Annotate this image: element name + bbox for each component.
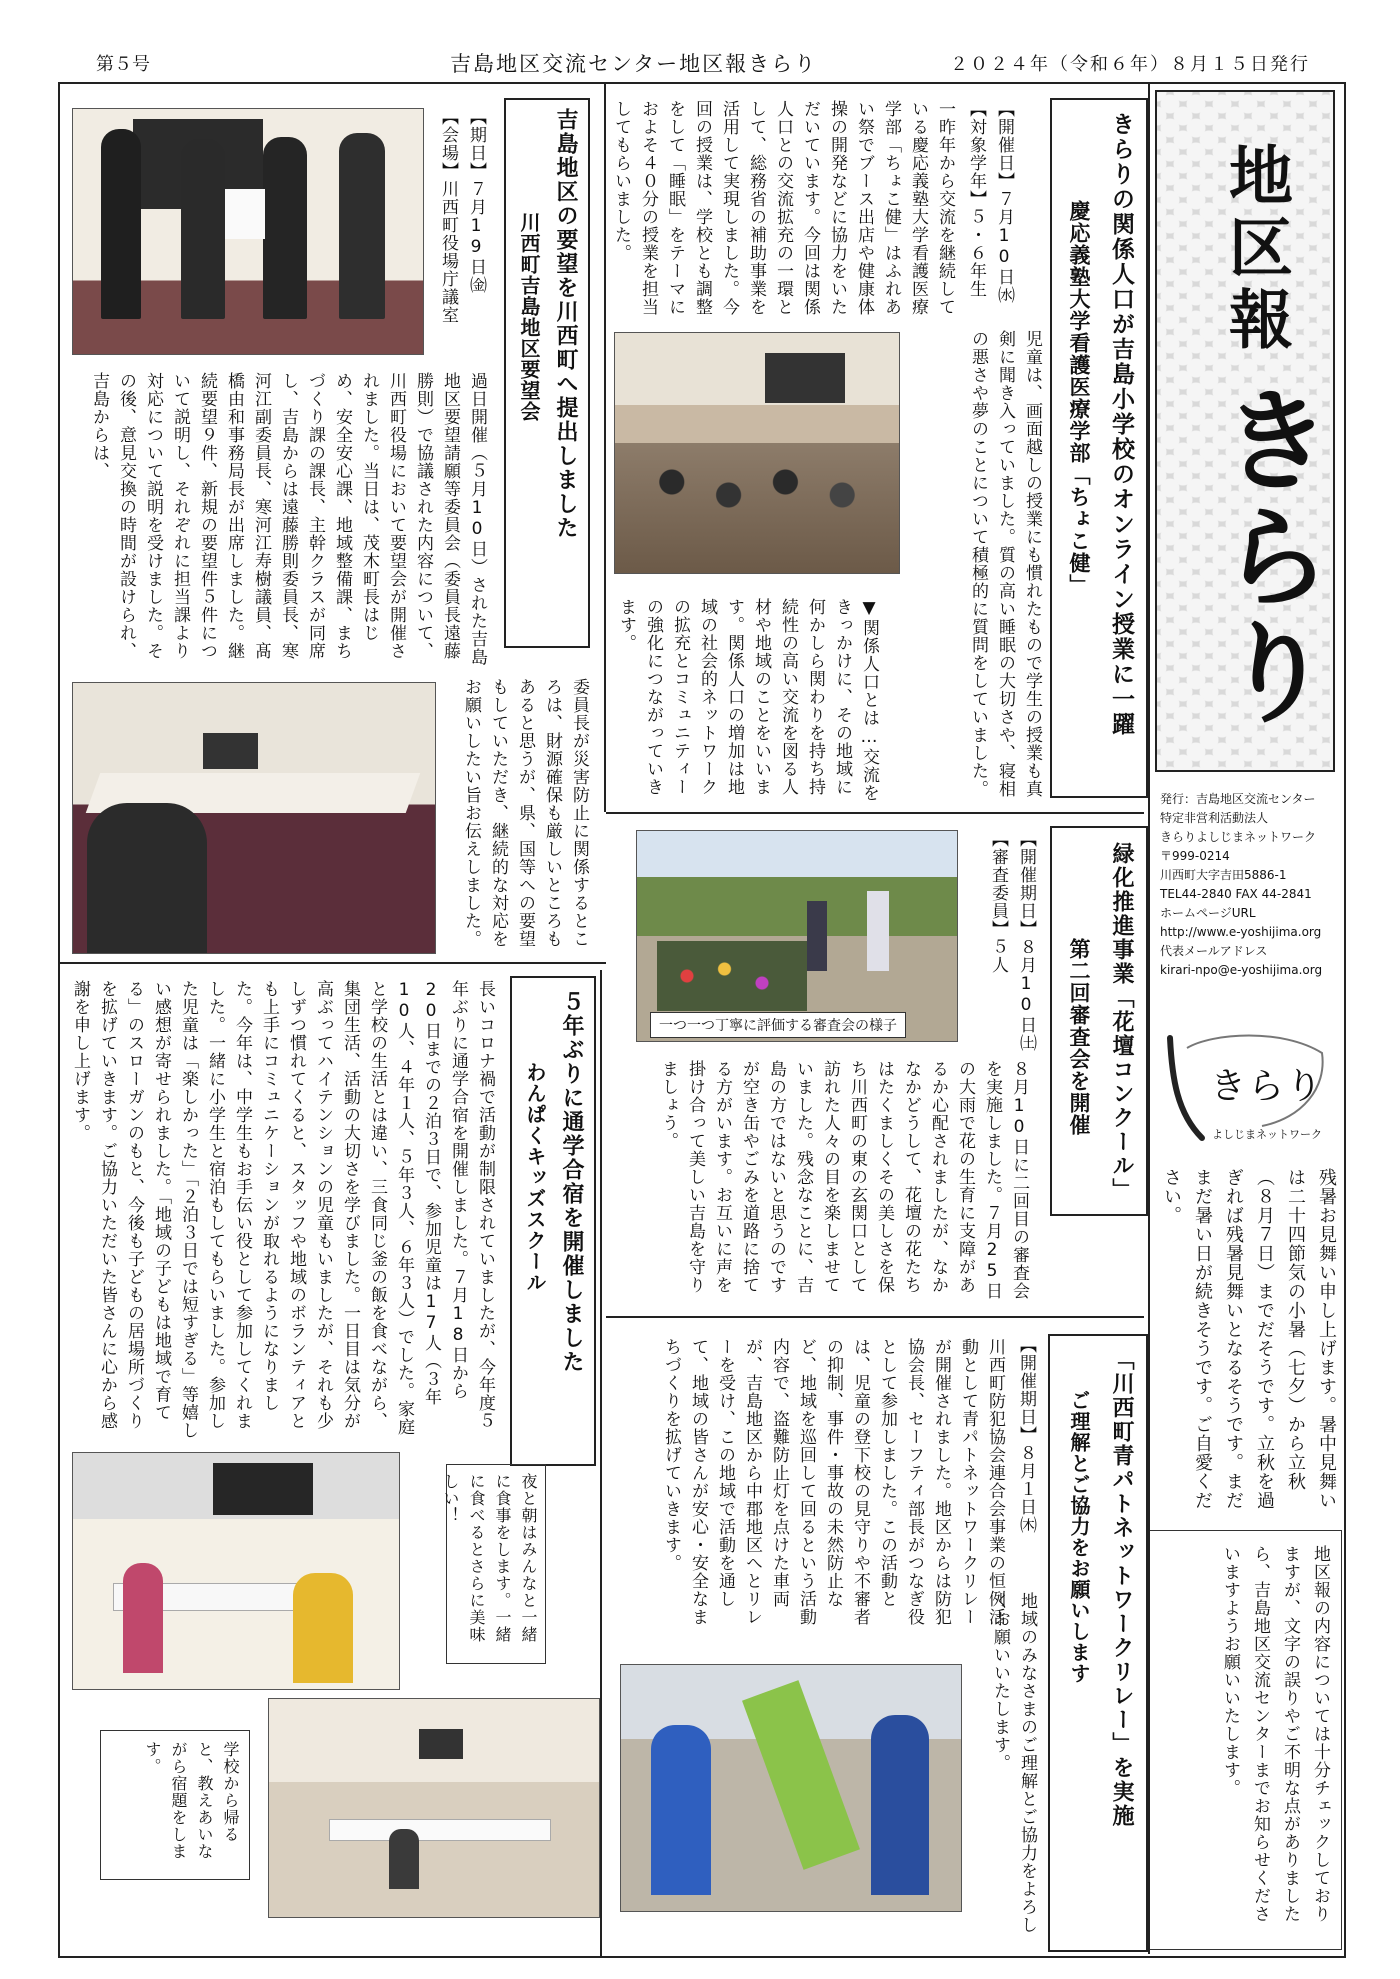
person [181,139,225,319]
request-place: 【会場】川西町役場庁議室 [438,108,458,324]
publisher-line: ホームページURL [1160,906,1256,920]
meal-photo [72,1452,400,1690]
logo-subtext: よしじまネットワーク [1212,1128,1322,1141]
publisher-line: 発行：吉島地区交流センター [1160,792,1316,806]
handover-photo [72,108,424,355]
child [123,1563,163,1673]
divider [606,812,1144,814]
publisher-line: きらりよしじまネットワーク [1160,830,1317,844]
homework-screen [419,1729,463,1759]
attendee [87,803,207,953]
homework-note: 学校から帰ると、教えあいながら宿題をします。 [143,1741,240,1860]
keio-body-3: ▼関係人口とは…交流をきっかけに、その地域に何かしら関わりを持ち持続性の高い交流を図る人材や地域のことをいいます。関係人口の増加は地域の社会的ネットワークの拡充とコミュニティーの強化につながっていきます。 [616,598,879,802]
keio-title-box [1050,98,1148,798]
masthead-top: 地区報 [1218,142,1292,358]
request-body-1: 過日開催（５月10日）された吉島地区要望請願等委員会（委員長遠藤勝則）で協議された内容について、川西町役場において要望会が開催されました。当日は、茂木町長はじめ、安全安心課、地域整備課、まちづくり課の課長、主幹クラスが同席し、吉島からは遠藤勝則委員長、寒河江副委員長、寒河江寿樹議員、髙橋由和事務局長が出席しました。継続要望９件、新規の要望件５件について説明し、それぞれに担当課より対応について説明を受けました。その後、意見交換の時間が設けられ、吉島からは、 [89,372,487,666]
person [339,133,385,319]
meeting-screen [203,733,258,769]
publisher-line: 〒999-0214 [1160,849,1230,863]
patrol-title-box [1048,1334,1148,1952]
patrol-date: 【開催期日】８月１日㈭ [1016,1336,1036,1534]
meal-note: 夜と朝はみんなと一緒に食事をします。一緒に食べるとさらに美味しい！ [441,1473,538,1643]
request-date: 【期日】７月19日㈮ [466,108,486,294]
divider [600,970,602,1956]
judge [867,891,889,971]
child [389,1829,419,1889]
greeting-text: 残暑お見舞い申し上げます。暑中見舞いは二十四節気の小暑（七夕）から立秋（８月７日）までだそうです。立秋を過ぎれば残暑見舞いとなるそうです。まだまだ暑い日が続きそうです。ご自愛ください。 [1161,1168,1337,1510]
person [101,129,141,319]
request-title: 吉島地区の要望を川西町へ提出しました [553,108,578,540]
masthead [1155,90,1335,772]
divider [1148,84,1150,1954]
divider [60,962,606,964]
classroom-photo [614,332,900,574]
person [263,137,307,319]
patrol-body: 川西町防犯協会連合会事業の恒例活動として青パトネットワークリレーが開催されました。地区からは防犯協会長、セーフティ部長がつなぎ役として参加しました。この活動とは、児童の登下校の見守りや不審者の抑制、事件・事故の未然防止など、地域を巡回して回るという活動内容で、盗難防止灯を点けた車両が、吉島地区から中郡地区へとリレーを受け、この地域で活動を通して、地域の皆さんが安心・安全なまちづくりを拡げていきます。 [661,1338,1005,1626]
camp-title-box [510,976,596,1466]
classroom-screen [765,353,845,403]
publisher-line: 代表メールアドレス [1160,944,1268,958]
keio-body-1: 一昨年から交流を継続している慶応義塾大学看護医療学部「ちょこ健」はふれあい祭でブース出店や健康体操の開発などに協力をいただいています。今回は関係人口との交流拡充の一環として、総務省の補助事業を活用して実現しました。今回の授業は、学校とも調整をして「睡眠」をテーマにおよそ４０分の授業を担当してもらいました。 [611,100,955,316]
divider [604,84,606,812]
keio-title: きらりの関係人口が吉島小学校のオンライン授業に一躍 [1108,112,1134,737]
meeting-photo [72,682,436,954]
keio-date: 【開催日】７月10日㈬ [994,100,1014,304]
publisher-line: 川西町大字吉田5886-1 [1160,868,1287,882]
study-table [329,1819,551,1841]
judge [807,901,827,971]
flower-title: 緑化推進事業「花壇コンクール」 [1109,842,1134,1202]
patrol-photo [620,1664,962,1912]
publisher-line: kirari-npo@e-yoshijima.org [1160,963,1323,977]
meal-screen [213,1463,313,1515]
flowerbed [657,941,807,1011]
request-document [225,189,265,239]
child [293,1573,353,1683]
flower-date: 【開催期日】８月10日㈯ [1016,830,1036,1052]
flowerbed-photo [636,830,958,1042]
camp-title: ５年ぶりに通学合宿を開催しました [559,990,584,1374]
issue-number: 第５号 [96,54,150,75]
request-body-2: 委員長が災害防止に関係するところは、財源確保も厳しいところもあると思うが、県、国等への要望もしていただき、継続的な対応をお願いしたい旨お伝えしました。 [461,678,589,948]
issue-date: ２０２４年（令和６年）８月１５日発行 [950,54,1310,75]
publisher-info [1160,790,1340,980]
request-subtitle: 川西町吉島地区要望会 [517,212,541,422]
volunteer [651,1725,711,1895]
publisher-line: TEL44-2840 FAX 44-2841 [1160,887,1312,901]
keio-target: 【対象学年】５・６年生 [966,100,986,298]
flower-judges: 【審査委員】５人 [988,830,1008,974]
camp-body: 長いコロナ禍で活動が制限されていましたが、今年度５年ぶりに通学合宿を開催しました。７月18日から20日までの２泊３日で、参加児童は17人（３年10人、４年１人、５年３人、６年３人）でした。家庭と学校の生活とは違い、三食同じ釜の飯を食べながら、集団生活、活動の大切さを学びました。一日目は気分が高ぶってハイテンションの児童もいましたが、それも少しずつ慣れてくると、スタッフや地域のボランティアとも上手にコミュニケーションが取れるようになりました。今年は、中学生もお手伝い役として参加してくれました。一緒に小学生と宿泊もしてもらいました。参加した児童は「楽しかった」「２泊３日では短すぎる」等嬉しい感想が寄せられました。「地域の子どもは地域で育てる」のスローガンのもと、今後も子どもの居場所づくりを拡げていきます。ご協力いただいた皆さんに心から感謝を申し上げます。 [70,980,495,1440]
students-group [615,443,899,573]
flower-subtitle: 第二回審査会を開催 [1067,938,1091,1136]
request-title-box [504,98,590,648]
patrol-title: 「川西町青パトネットワークリレー」を実施 [1109,1348,1134,1828]
divider [606,1316,1144,1318]
masthead-title: きらり [1202,382,1332,730]
flower-photo-caption: 一つ一つ丁寧に評価する審査会の様子 [650,1012,906,1038]
homework-note-box [100,1730,250,1880]
notice-text: 地区報の内容については十分チェックしておりますが、文字の誤りやご不明な点がありましたら、吉島地区交流センターまでお知らせくださいますようお願いいたします。 [1220,1545,1330,1923]
patrol-closing: 地域のみなさまのご理解とご協力をよろしくお願いいたします。 [990,1592,1037,1934]
newsletter-title: 吉島地区交流センター地区報きらり [450,52,818,76]
camp-subtitle: わんぱくキッズスクール [523,1062,547,1293]
flower-body: ８月10日に二回目の審査会を実施しました。７月25日の大雨で花の生育に支障があるか心配されましたが、なかなかどうして、花壇の花たちはたくましくその美しさを保ち川西町の東の玄関口として訪れた人々の目を楽しませていました。残念なことに、吉島の方ではないと思うのですが空き缶やごみを道路に捨てる方がいます。お互いに声を掛け合って美しい吉島を守りましょう。 [658,1060,1029,1300]
keio-subtitle: 慶応義塾大学看護医療学部「ちょこ健」 [1067,200,1091,596]
flower-title-box [1050,826,1148,1216]
meal-note-box [441,1464,546,1664]
safety-banner [742,1680,860,1870]
logo-text: きらり [1210,1066,1325,1107]
publisher-line: http://www.e-yoshijima.org [1160,925,1322,939]
notice-box [1148,1530,1342,1950]
keio-body-2: 児童は、画面越しの授業にも慣れたもので学生の授業も真剣に聞き入っていました。質の高い睡眠の大切さや、寝相の悪さや夢のことについて積極的に質問をしていました。 [968,330,1042,798]
kirari-logo [1152,1008,1338,1156]
publisher-line: 特定非営利活動法人 [1160,811,1269,825]
volunteer [871,1715,929,1895]
patrol-subtitle: ご理解とご協力をお願いします [1067,1390,1091,1684]
homework-photo [268,1698,600,1918]
